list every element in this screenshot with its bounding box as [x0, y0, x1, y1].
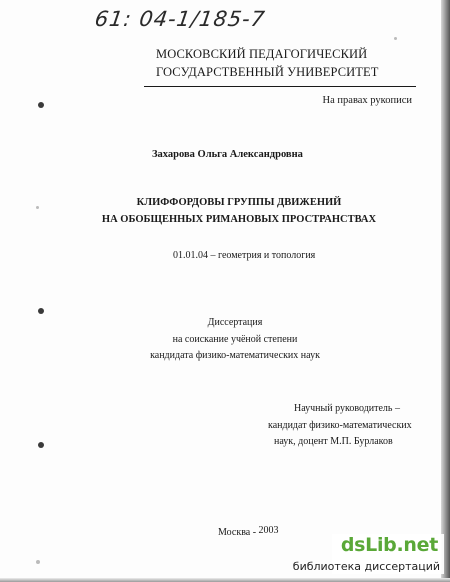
dslib-subtitle: библиотека диссертаций	[292, 560, 440, 573]
scan-shadow-bottom	[0, 578, 450, 582]
scan-speck	[394, 37, 397, 40]
degree-statement	[0, 315, 450, 365]
scan-shadow-edge	[441, 0, 450, 582]
advisor-line-2: кандидат физико-математических	[268, 419, 412, 431]
dslib-logo[interactable]: dsLib.net	[340, 534, 438, 556]
header-divider	[144, 86, 416, 87]
city-year	[218, 527, 279, 538]
dissertation-title	[0, 194, 450, 228]
author-name: Захарова Ольга Александровна	[152, 149, 303, 160]
university-line-2: ГОСУДАРСТВЕННЫЙ УНИВЕРСИТЕТ	[156, 65, 379, 79]
title-line-1: КЛИФФОРДОВЫ ГРУППЫ ДВИЖЕНИЙ	[136, 197, 342, 208]
advisor-line-1: Научный руководитель –	[294, 403, 400, 414]
punch-mark	[38, 102, 44, 108]
city-name: Москва -	[218, 527, 259, 538]
degree-line-3: кандидата физико-математических наук	[150, 350, 320, 361]
rights-note: На правах рукописи	[322, 95, 412, 106]
punch-mark	[38, 442, 44, 448]
handwritten-catalog-code: 61: 04-1/185-7	[93, 7, 267, 31]
specialty-code: 01.01.04 – геометрия и топология	[173, 250, 316, 261]
scientific-advisor	[268, 401, 418, 451]
scan-speck	[36, 206, 39, 209]
title-line-2: НА ОБОБЩЕННЫХ РИМАНОВЫХ ПРОСТРАНСТВАХ	[101, 214, 377, 225]
advisor-line-3: наук, доцент М.П. Бурлаков	[274, 436, 393, 447]
degree-line-1: Диссертация	[207, 317, 263, 328]
punch-mark	[38, 308, 44, 314]
university-line-1: МОСКОВСКИЙ ПЕДАГОГИЧЕСКИЙ	[156, 47, 368, 61]
scan-speck	[36, 560, 40, 564]
university-name	[156, 45, 379, 81]
degree-line-2: на соискание учёной степени	[172, 333, 298, 345]
year: 2003	[258, 525, 279, 536]
